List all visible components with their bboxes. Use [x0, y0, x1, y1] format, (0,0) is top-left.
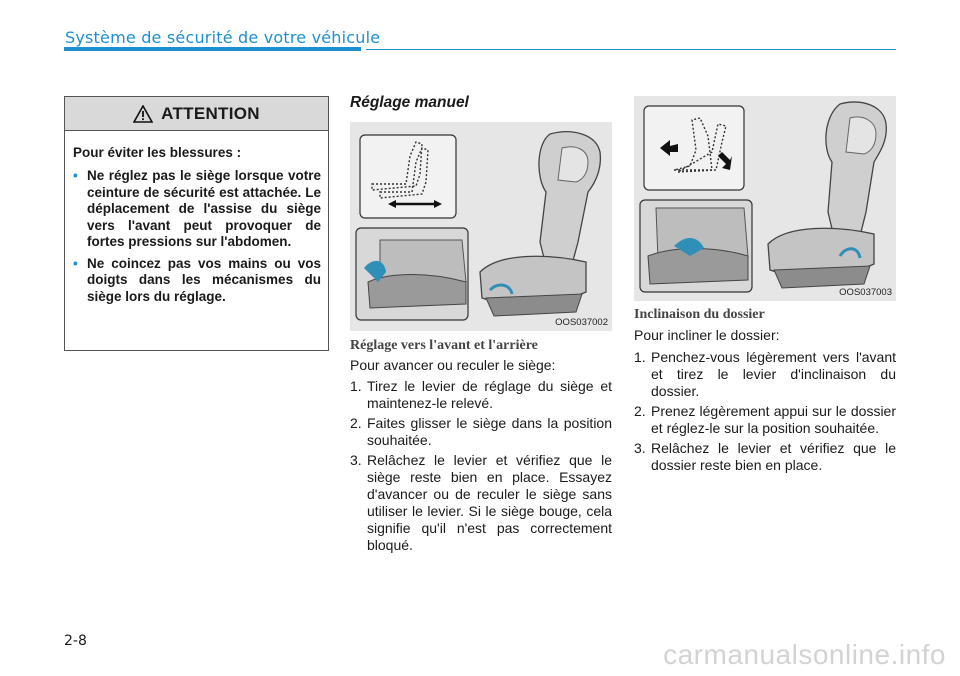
list-item: [350, 378, 612, 412]
step-number: 2.: [350, 415, 362, 431]
page-number: 2-8: [64, 633, 87, 649]
warning-triangle-icon: [133, 105, 153, 123]
attention-title: ATTENTION: [161, 103, 260, 123]
step-text: Prenez légèrement appui sur le dossier et réglez-le sur la position souhaitée.: [651, 403, 896, 436]
fore-aft-steps: [350, 378, 612, 557]
step-text: Relâchez le levier et vérifiez que le dossier reste bien en place.: [651, 440, 896, 473]
list-item: [634, 349, 896, 400]
step-number: 1.: [350, 378, 362, 394]
subsection-title-fore-aft: Réglage vers l'avant et l'arrière: [350, 338, 538, 353]
step-text: Faites glisser le siège dans la position souhaitée.: [367, 415, 612, 448]
section-header-title: Système de sécurité de votre véhicule: [65, 28, 381, 47]
list-item: [350, 415, 612, 449]
attention-header: [65, 97, 328, 131]
step-number: 3.: [350, 452, 362, 468]
figure-code: OOS037003: [839, 287, 892, 298]
figure-seat-slide: [350, 122, 612, 331]
step-text: Penchez-vous légèrement vers l'avant et tirez le levier d'inclinaison du dossier.: [651, 349, 896, 399]
list-item: [350, 452, 612, 554]
list-item: [634, 403, 896, 437]
attention-box: [64, 96, 329, 351]
attention-item-text: Ne coincez pas vos mains ou vos doigts dans les mécanismes du siège lors du réglage.: [87, 255, 321, 304]
attention-intro: Pour éviter les blessures :: [73, 145, 242, 160]
header-rule-thick: [64, 47, 361, 51]
step-number: 2.: [634, 403, 646, 419]
step-text: Tirez le levier de réglage du siège et maintenez-le relevé.: [367, 378, 612, 411]
fore-aft-intro: Pour avancer ou reculer le siège:: [350, 357, 556, 373]
figure-code: OOS037002: [555, 317, 608, 328]
step-text: Relâchez le levier et vérifiez que le siège reste bien en place. Essayez d'avancer ou de reculer le siège sans utiliser le levier. Si le siège bouge, cela signifie qu'il n'est pas correctement bloqué.: [367, 452, 612, 553]
bullet-icon: •: [73, 255, 78, 271]
list-item: [634, 440, 896, 474]
seat-slide-illustration: [350, 122, 612, 331]
step-number: 1.: [634, 349, 646, 365]
attention-item: [73, 256, 321, 306]
recline-steps: [634, 349, 896, 477]
section-title: Réglage manuel: [350, 94, 469, 111]
attention-item-text: Ne réglez pas le siège lorsque votre ceinture de sécurité est attachée. Le déplacement de l'assise du siège vers l'avant peut provoquer de fortes pressions sur l'abdomen.: [87, 168, 321, 249]
header-rule-thin: [366, 49, 896, 50]
figure-seat-recline: [634, 96, 896, 301]
recline-intro: Pour incliner le dossier:: [634, 327, 780, 343]
attention-item: [73, 168, 321, 251]
bullet-icon: •: [73, 168, 78, 183]
watermark: carmanualsonline.info: [663, 639, 946, 670]
subsection-title-recline: Inclinaison du dossier: [634, 307, 765, 322]
seat-recline-illustration: [634, 96, 896, 301]
step-number: 3.: [634, 440, 646, 456]
